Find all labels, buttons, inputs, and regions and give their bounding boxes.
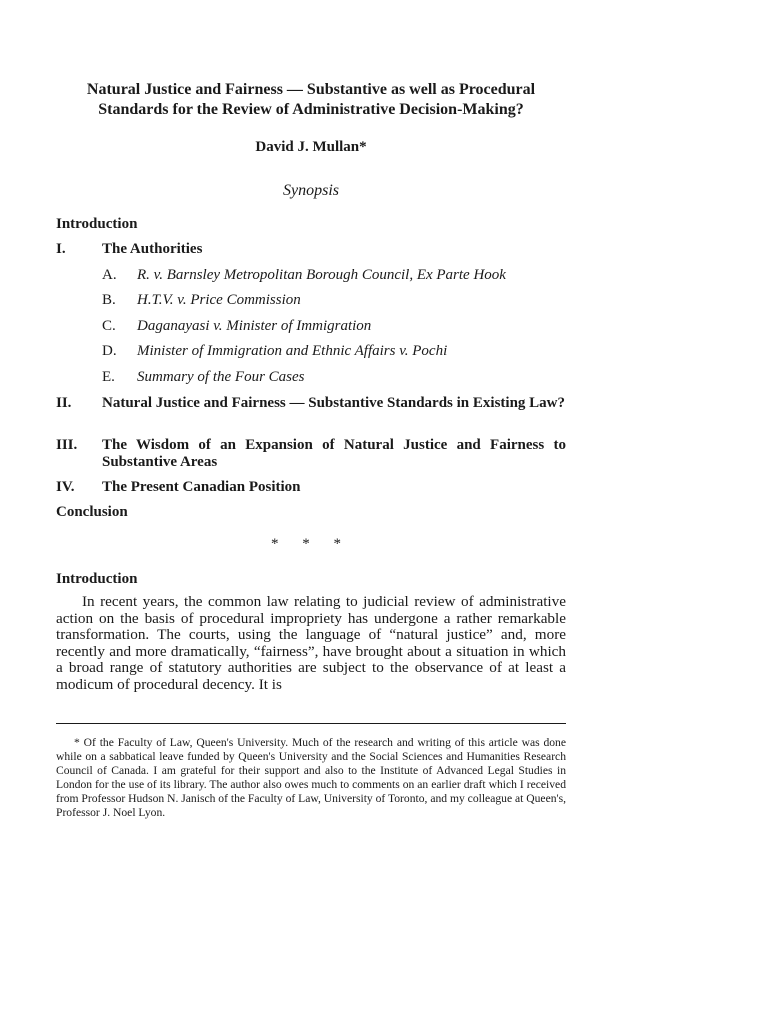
toc-subsection-title: Summary of the Four Cases <box>137 369 305 385</box>
introduction-heading: Introduction <box>56 571 138 587</box>
author-name: David J. Mullan* <box>255 139 367 155</box>
toc-section-number: II. <box>56 395 72 411</box>
toc-subsection-letter: B. <box>102 292 116 308</box>
toc-section-number: I. <box>56 241 66 257</box>
title-line-1: Natural Justice and Fairness — Substantive as well as Procedural <box>86 81 536 98</box>
title-line-2: Standards for the Review of Administrative Decision-Making? <box>98 101 524 118</box>
author-footnote: * Of the Faculty of Law, Queen's University. Much of the research and writing of this article was done while on a sabbatical leave funded by Queen's University and the Social Sciences and Humanities Research Council of Canada. I am grateful for their support and also to the Institute of Advanced Legal Studies in London for the use of its library. The author also owes much to comments on an earlier draft which I received from Professor Hudson N. Janisch of the Faculty of Law, University of Toronto, and my colleague at Queen's, Professor J. Noel Lyon. <box>56 736 567 820</box>
toc-conclusion: Conclusion <box>56 504 128 520</box>
toc-subsection-title: R. v. Barnsley Metropolitan Borough Council, Ex Parte Hook <box>137 267 506 283</box>
toc-section-number: IV. <box>56 479 75 495</box>
toc-subsection-letter: A. <box>102 267 117 283</box>
toc-subsection-letter: E. <box>102 369 115 385</box>
toc-section-number: III. <box>56 437 78 453</box>
toc-subsection-title: Minister of Immigration and Ethnic Affairs v. Pochi <box>137 343 448 359</box>
toc-introduction: Introduction <box>56 216 138 232</box>
article-title <box>56 80 566 120</box>
toc-section-title: The Wisdom of an Expansion of Natural Justice and Fairness to Substantive Areas <box>102 437 566 470</box>
toc-subsection-letter: D. <box>102 343 117 359</box>
toc-section-title: The Authorities <box>102 241 203 257</box>
toc-subsection-title: H.T.V. v. Price Commission <box>137 292 301 308</box>
synopsis-heading: Synopsis <box>283 182 339 199</box>
footnote-divider <box>56 723 566 724</box>
toc-section-title: The Present Canadian Position <box>102 479 301 495</box>
toc-subsection-letter: C. <box>102 318 116 334</box>
toc-section-title: Natural Justice and Fairness — Substantive Standards in Existing Law? <box>102 395 565 411</box>
introduction-paragraph: In recent years, the common law relating to judicial review of administrative action on the basis of procedural impropriety has undergone a rather remarkable transformation. The courts, using the language of “natural justice” and, more recently and more dramatically, “fairness”, have brought about a situation in which a broad range of statutory authorities are subject to the observance of at least a modicum of procedural decency. It is <box>56 593 566 693</box>
toc-subsection-title: Daganayasi v. Minister of Immigration <box>137 318 372 334</box>
section-separator: * * * <box>271 536 351 552</box>
